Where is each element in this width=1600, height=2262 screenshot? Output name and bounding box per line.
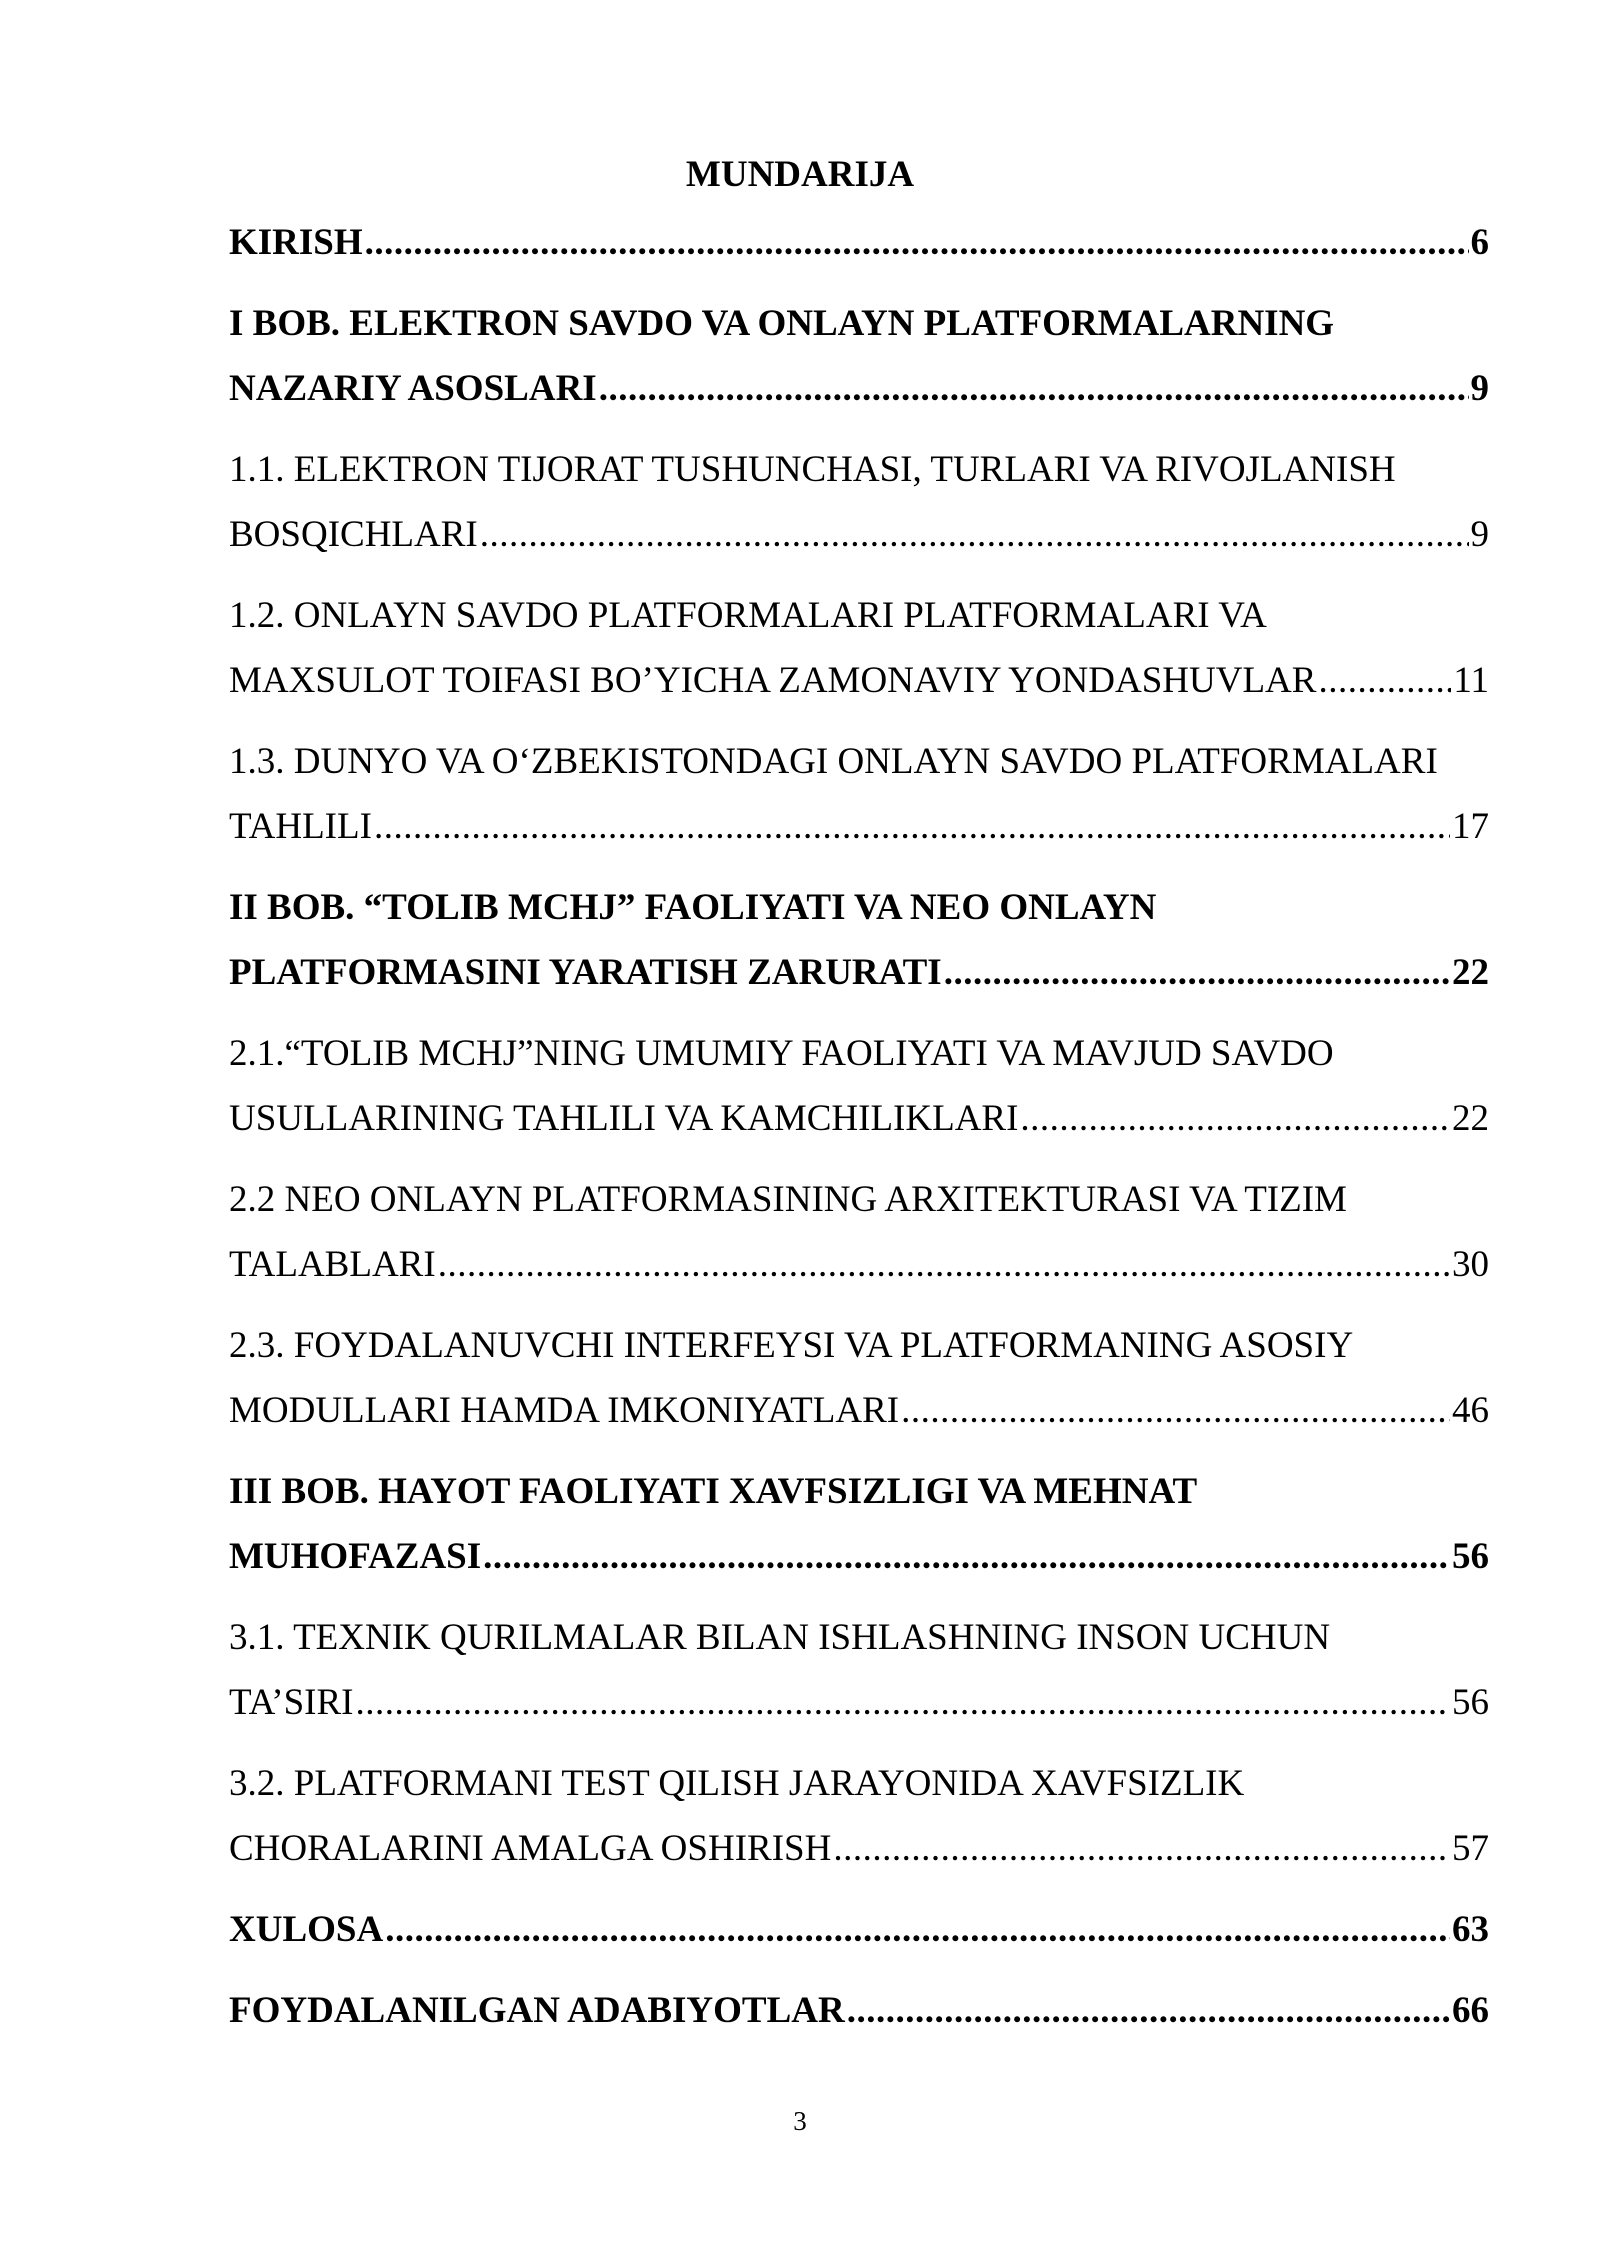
page-number: 3 xyxy=(793,2106,807,2136)
toc-page-number: 22 xyxy=(1452,952,1489,993)
toc-entry-line xyxy=(229,1232,1489,1297)
toc-entry-text: BOSQICHLARI xyxy=(229,514,478,555)
toc-entry-line xyxy=(229,502,1489,567)
toc-title: MUNDARIJA xyxy=(685,154,915,195)
toc-entry-text: KIRISH xyxy=(229,222,363,263)
toc-entry-text: FOYDALANILGAN ADABIYOTLAR xyxy=(229,1990,845,2031)
toc-entry-line xyxy=(229,356,1489,421)
toc-entry[interactable] xyxy=(229,437,1489,567)
toc-entry-text: MAXSULOT TOIFASI BO’YICHA ZAMONAVIY YONDASHUVLAR xyxy=(229,660,1317,701)
toc-entry-text: I BOB. ELEKTRON SAVDO VA ONLAYN PLATFORMALARNING xyxy=(229,303,1335,344)
toc-entry-text: PLATFORMASINI YARATISH ZARURATI xyxy=(229,952,942,993)
toc-entry-line xyxy=(229,1086,1489,1151)
toc-entry-text: 3.1. TEXNIK QURILMALAR BILAN ISHLASHNING INSON UCHUN xyxy=(229,1617,1331,1658)
toc-page-number: 9 xyxy=(1470,368,1489,409)
dot-leader xyxy=(385,1897,1450,1962)
toc-page-number: 11 xyxy=(1453,660,1489,701)
toc-entry-line xyxy=(229,1021,1489,1086)
toc-entry-line xyxy=(229,875,1489,940)
toc-entry-line xyxy=(229,291,1489,356)
dot-leader xyxy=(480,502,1469,567)
toc-entry[interactable] xyxy=(229,210,1489,275)
toc-entry-line xyxy=(229,583,1489,648)
toc-entry-text: 1.2. ONLAYN SAVDO PLATFORMALARI PLATFORMALARI VA xyxy=(229,595,1267,636)
toc-entry-line xyxy=(229,729,1489,794)
toc-entry-text: TAHLILI xyxy=(229,806,372,847)
toc-entry[interactable] xyxy=(229,1978,1489,2043)
toc-entry-line xyxy=(229,1459,1489,1524)
dot-leader xyxy=(1318,648,1451,713)
dot-leader xyxy=(355,1670,1450,1735)
toc-entry-text: 3.2. PLATFORMANI TEST QILISH JARAYONIDA XAVFSIZLIK xyxy=(229,1763,1245,1804)
toc-entry[interactable] xyxy=(229,1021,1489,1151)
toc-entry[interactable] xyxy=(229,291,1489,421)
toc-entry-text: 1.1. ELEKTRON TIJORAT TUSHUNCHASI, TURLARI VA RIVOJLANISH xyxy=(229,449,1396,490)
toc-entry-line xyxy=(229,1751,1489,1816)
toc-entry-text: II BOB. “TOLIB MCHJ” FAOLIYATI VA NEO ONLAYN xyxy=(229,887,1157,928)
toc-page-number: 46 xyxy=(1452,1390,1489,1431)
toc-entry-line xyxy=(229,1167,1489,1232)
dot-leader xyxy=(901,1378,1450,1443)
dot-leader xyxy=(374,794,1450,859)
toc-page-number: 57 xyxy=(1452,1828,1489,1869)
toc-entry-line xyxy=(229,1524,1489,1589)
dot-leader xyxy=(1020,1086,1450,1151)
dot-leader xyxy=(599,356,1469,421)
toc-page-number: 56 xyxy=(1452,1536,1489,1577)
toc-entry-line xyxy=(229,940,1489,1005)
dot-leader xyxy=(483,1524,1450,1589)
toc-page-number: 6 xyxy=(1470,222,1489,263)
toc-entry-text: 2.1.“TOLIB MCHJ”NING UMUMIY FAOLIYATI VA MAVJUD SAVDO xyxy=(229,1033,1334,1074)
toc-entry-text: TA’SIRI xyxy=(229,1682,354,1723)
toc-entry-text: III BOB. HAYOT FAOLIYATI XAVFSIZLIGI VA MEHNAT xyxy=(229,1471,1198,1512)
toc-entry-text: 2.2 NEO ONLAYN PLATFORMASINING ARXITEKTURASI VA TIZIM xyxy=(229,1179,1347,1220)
dot-leader xyxy=(833,1816,1450,1881)
toc-entry-line xyxy=(229,1670,1489,1735)
toc-page-number: 56 xyxy=(1452,1682,1489,1723)
toc-entry-line xyxy=(229,437,1489,502)
toc-entry[interactable] xyxy=(229,1167,1489,1297)
toc-entry[interactable] xyxy=(229,1605,1489,1735)
toc-entry-text: MODULLARI HAMDA IMKONIYATLARI xyxy=(229,1390,900,1431)
toc-entry-line xyxy=(229,648,1489,713)
toc-page-number: 17 xyxy=(1452,806,1489,847)
toc-entry[interactable] xyxy=(229,583,1489,713)
toc-entry-text: TALABLARI xyxy=(229,1244,436,1285)
toc-entry[interactable] xyxy=(229,1459,1489,1589)
toc-entry-text: NAZARIY ASOSLARI xyxy=(229,368,597,409)
toc-entry-text: 2.3. FOYDALANUVCHI INTERFEYSI VA PLATFORMANING ASOSIY xyxy=(229,1325,1354,1366)
toc-entry-line xyxy=(229,1378,1489,1443)
toc-page-number: 30 xyxy=(1452,1244,1489,1285)
toc-entry-text: CHORALARINI AMALGA OSHIRISH xyxy=(229,1828,832,1869)
dot-leader xyxy=(847,1978,1450,2043)
toc-entry-line xyxy=(229,1816,1489,1881)
toc-entry-text: 1.3. DUNYO VA O‘ZBEKISTONDAGI ONLAYN SAVDO PLATFORMALARI xyxy=(229,741,1438,782)
toc-entry-line xyxy=(229,1313,1489,1378)
toc-entry-text: MUHOFAZASI xyxy=(229,1536,482,1577)
toc-page-number: 9 xyxy=(1470,514,1489,555)
toc-entry[interactable] xyxy=(229,1897,1489,1962)
toc-entry-line xyxy=(229,1897,1489,1962)
toc-entry-text: USULLARINING TAHLILI VA KAMCHILIKLARI xyxy=(229,1098,1019,1139)
toc-page-number: 22 xyxy=(1452,1098,1489,1139)
dot-leader xyxy=(944,940,1450,1005)
toc-entry[interactable] xyxy=(229,875,1489,1005)
toc-entry[interactable] xyxy=(229,729,1489,859)
toc-entry-line xyxy=(229,794,1489,859)
toc-entry-line xyxy=(229,210,1489,275)
toc-entry[interactable] xyxy=(229,1313,1489,1443)
toc-entry[interactable] xyxy=(229,1751,1489,1881)
toc-page-number: 66 xyxy=(1452,1990,1489,2031)
table-of-contents xyxy=(229,210,1489,2059)
toc-entry-line xyxy=(229,1605,1489,1670)
toc-page-number: 63 xyxy=(1452,1909,1489,1950)
dot-leader xyxy=(438,1232,1450,1297)
dot-leader xyxy=(365,210,1469,275)
toc-entry-line xyxy=(229,1978,1489,2043)
toc-entry-text: XULOSA xyxy=(229,1909,384,1950)
